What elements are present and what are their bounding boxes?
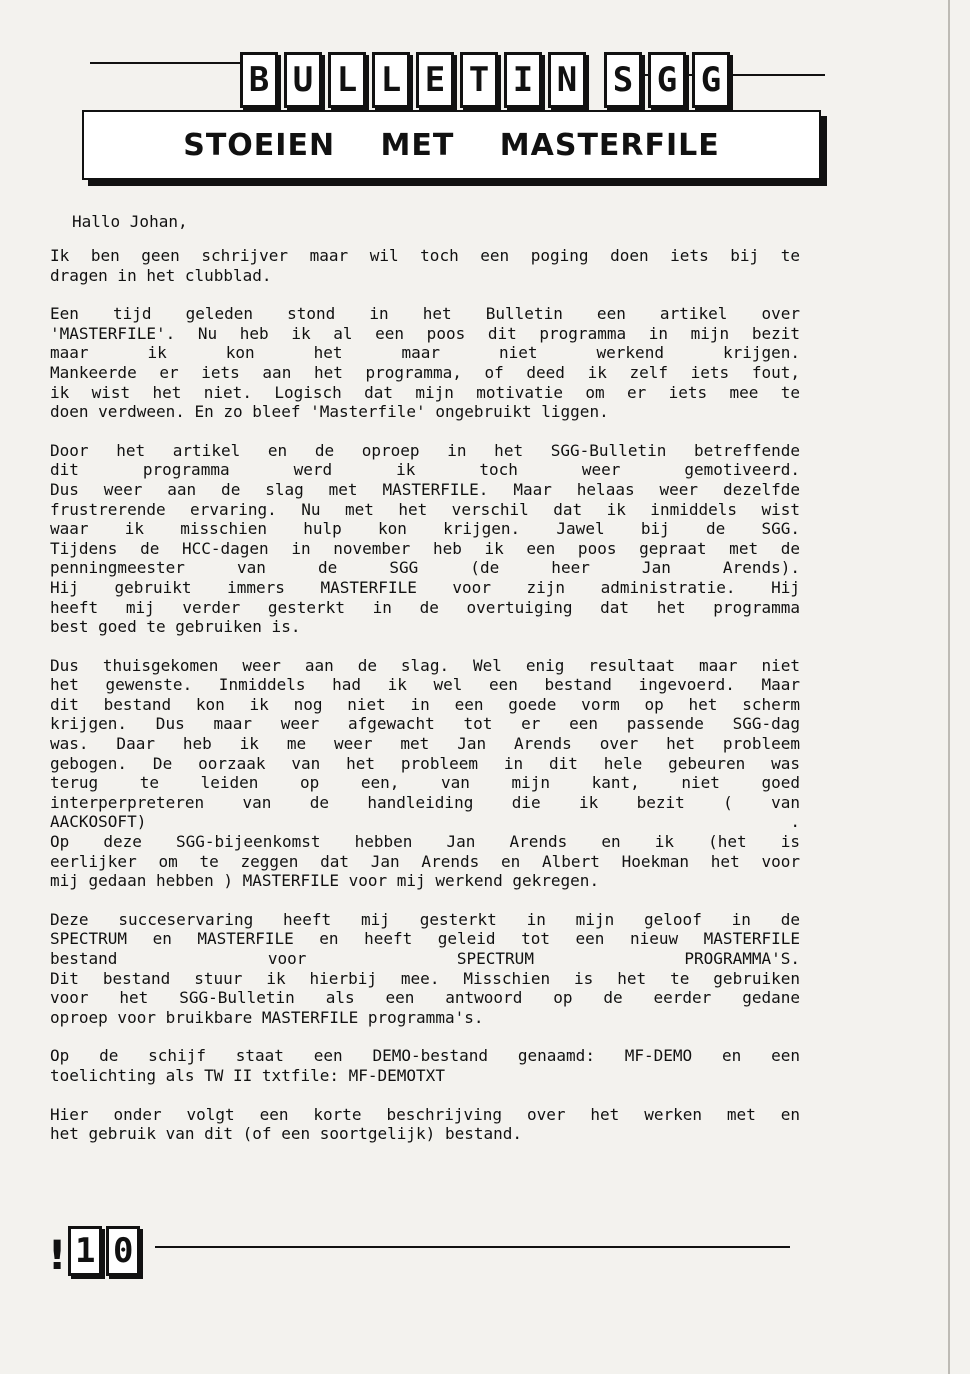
scan-edge	[948, 0, 950, 1374]
text-line: Hier onder volgt een korte beschrijving over het werken met en	[50, 1104, 800, 1124]
masthead-letter: G	[692, 52, 730, 108]
text-line: heeft mij verder gesterkt in de overtuiging dat het programma	[50, 597, 800, 617]
text-line: dit programma werd ik toch weer gemotiveerd.	[50, 460, 800, 480]
paragraph-list	[50, 246, 830, 1144]
text-line: Tijdens de HCC-dagen in november heb ik een poos gepraat met de	[50, 538, 800, 558]
text-line: waar ik misschien hulp kon krijgen. Jawel bij de SGG.	[50, 519, 800, 539]
text-line: doen verdween. En zo bleef 'Masterfile' ongebruikt liggen.	[50, 402, 609, 422]
text-line: 'MASTERFILE'. Nu heb ik al een poos dit programma in mijn bezit	[50, 323, 800, 343]
text-line: toelichting als TW II txtfile: MF-DEMOTXT	[50, 1065, 445, 1085]
paragraph	[50, 656, 830, 891]
greeting: Hallo Johan,	[72, 212, 188, 231]
text-line: Op de schijf staat een DEMO-bestand genaamd: MF-DEMO en een	[50, 1046, 800, 1066]
text-line: was. Daar heb ik me weer met Jan Arends over het probleem	[50, 734, 800, 754]
paragraph	[50, 304, 830, 422]
text-line: best goed te gebruiken is.	[50, 617, 301, 637]
title-box	[82, 110, 821, 180]
text-line: voor het SGG-Bulletin als een antwoord op de eerder gedane	[50, 988, 800, 1008]
page-digit: 1	[68, 1226, 102, 1276]
text-line: Mankeerde er iets aan het programma, of deed ik zelf iets fout,	[50, 362, 800, 382]
article-body	[50, 212, 830, 1163]
text-line: mij gedaan hebben ) MASTERFILE voor mij werkend gekregen.	[50, 871, 600, 891]
paragraph	[50, 910, 830, 1028]
text-line: Op deze SGG-bijeenkomst hebben Jan Arends en ik (het is	[50, 832, 800, 852]
paragraph	[50, 441, 830, 637]
masthead-letter: I	[504, 52, 542, 108]
text-line: SPECTRUM en MASTERFILE en heeft geleid tot een nieuw MASTERFILE	[50, 929, 800, 949]
text-line: gebogen. De oorzaak van het probleem in dit hele gebeuren was	[50, 753, 800, 773]
masthead-letter: N	[548, 52, 586, 108]
page-digit: 0	[106, 1226, 140, 1276]
text-line: eerlijker om te zeggen dat Jan Arends en Albert Hoekman het voor	[50, 851, 800, 871]
text-line: Dus weer aan de slag met MASTERFILE. Maar helaas weer dezelfde	[50, 479, 800, 499]
text-line: penningmeester van de SGG (de heer Jan Arends).	[50, 558, 800, 578]
text-line: Een tijd geleden stond in het Bulletin een artikel over	[50, 304, 800, 324]
article-title: STOEIEN MET MASTERFILE	[183, 127, 720, 163]
text-line: krijgen. Dus maar weer afgewacht tot er een passende SGG-dag	[50, 714, 800, 734]
masthead-letter: L	[372, 52, 410, 108]
text-line: interperpreteren van de handleiding die ik bezit ( van	[50, 792, 800, 812]
text-line: het gebruik van dit (of een soortgelijk) bestand.	[50, 1124, 523, 1144]
masthead-letter: L	[328, 52, 366, 108]
text-line: Dus thuisgekomen weer aan de slag. Wel enig resultaat maar niet	[50, 655, 800, 675]
masthead-letter: E	[416, 52, 454, 108]
text-line: het gewenste. Inmiddels had ik wel een bestand ingevoerd. Maar	[50, 675, 800, 695]
paragraph	[50, 1105, 830, 1144]
masthead-letter: G	[648, 52, 686, 108]
masthead-logo	[240, 52, 730, 112]
page-digits	[68, 1226, 144, 1276]
text-line: dragen in het clubblad.	[50, 265, 272, 285]
text-line: frustrerende ervaring. Nu met het verschil dat ik inmiddels wist	[50, 499, 800, 519]
text-line: oproep voor bruikbare MASTERFILE programma's.	[50, 1007, 484, 1027]
text-line: dit bestand kon ik nog niet in een goede vorm op het scherm	[50, 694, 800, 714]
text-line: terug te leiden op een, van mijn kant, niet goed	[50, 773, 800, 793]
text-line: Hij gebruikt immers MASTERFILE voor zijn administratie. Hij	[50, 577, 800, 597]
text-line: AACKOSOFT) .	[50, 812, 800, 832]
text-line: ik wist het niet. Logisch dat mijn motivatie om er iets mee te	[50, 382, 800, 402]
text-line: maar ik kon het maar niet werkend krijgen.	[50, 343, 800, 363]
masthead-word-sgg	[604, 52, 730, 112]
paragraph	[50, 246, 830, 285]
text-line: bestand voor SPECTRUM PROGRAMMA'S.	[50, 949, 800, 968]
masthead-letter: U	[284, 52, 322, 108]
text-line: Door het artikel en de oproep in het SGG-Bulletin betreffende	[50, 440, 800, 460]
masthead-letter: T	[460, 52, 498, 108]
header-rule-left	[90, 62, 240, 64]
page-number	[48, 1226, 144, 1279]
text-line: Dit bestand stuur ik hierbij mee. Misschien is het te gebruiken	[50, 968, 800, 988]
masthead-letter: B	[240, 52, 278, 108]
page-mark: !	[48, 1233, 67, 1279]
text-line: Ik ben geen schrijver maar wil toch een poging doen iets bij te	[50, 246, 800, 265]
paragraph	[50, 1046, 830, 1085]
masthead-letter: S	[604, 52, 642, 108]
footer-rule	[155, 1246, 790, 1248]
text-line: Deze succeservaring heeft mij gesterkt in mijn geloof in de	[50, 909, 800, 929]
masthead-word-bulletin	[240, 52, 586, 112]
